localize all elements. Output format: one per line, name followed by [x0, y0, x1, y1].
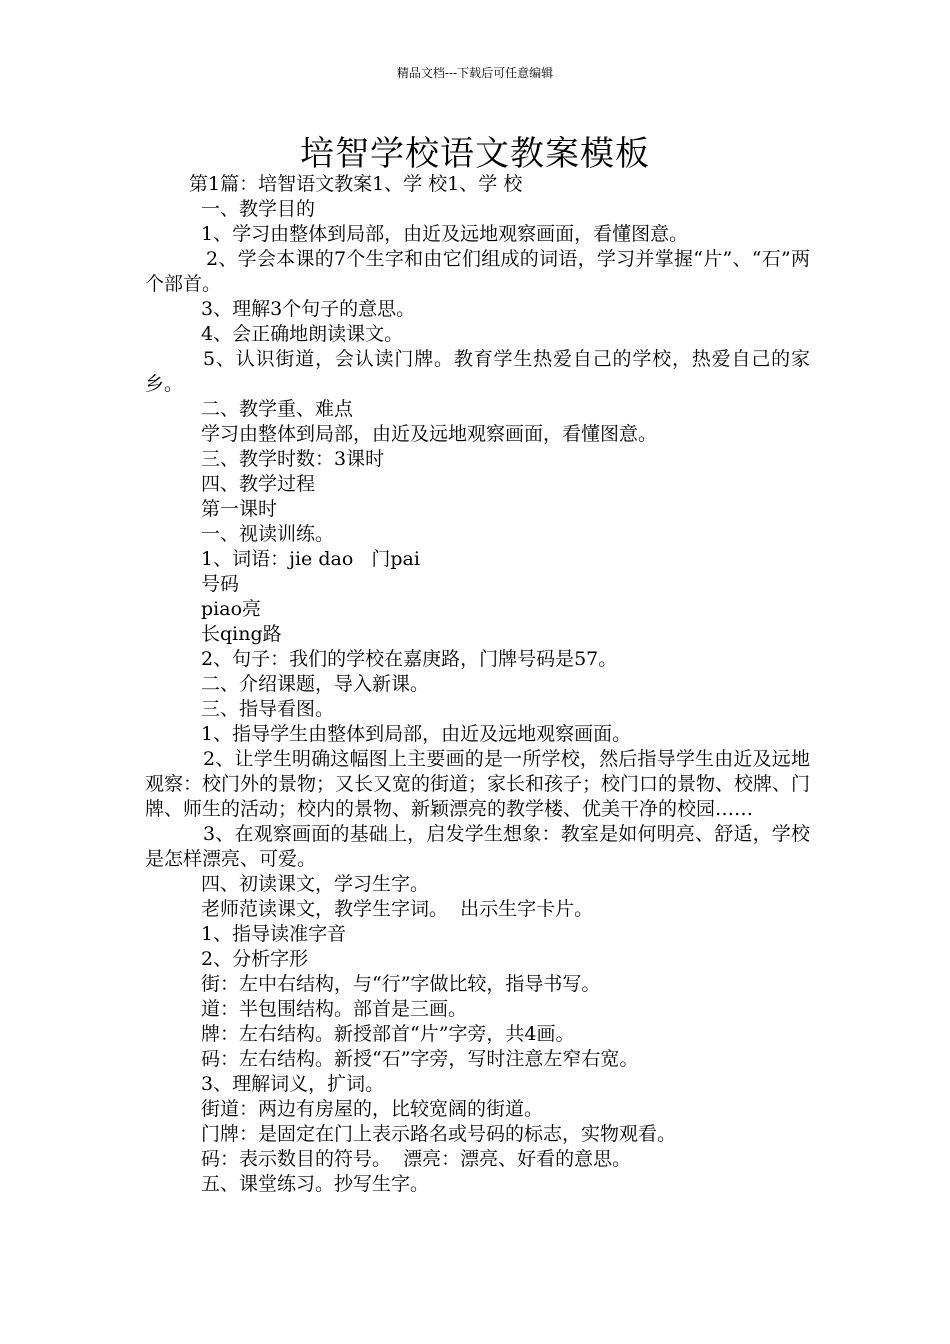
- list-item: 2、学会本课的7个生字和由它们组成的词语，学习并掌握“片”、“石”两个部首。: [145, 248, 810, 295]
- paragraph: 道：半包围结构。部首是三画。: [201, 998, 468, 1020]
- list-item: 1、指导学生由整体到局部，由近及远地观察画面。: [201, 723, 632, 745]
- list-item: 1、词语：jie dao 门pai: [201, 548, 420, 570]
- heading: 四、初读课文，学习生字。: [201, 873, 430, 895]
- paragraph: 长qing路: [201, 623, 282, 645]
- heading: 二、介绍课题，导入新课。: [201, 673, 430, 695]
- paragraph: 学习由整体到局部，由近及远地观察画面，看懂图意。: [201, 423, 658, 445]
- list-item: 3、理解3个句子的意思。: [201, 298, 416, 320]
- heading: 三、教学时数：3课时: [201, 448, 385, 470]
- list-item: 3、在观察画面的基础上，启发学生想象：教室是如何明亮、舒适，学校是怎样漂亮、可爱。: [145, 823, 810, 870]
- paragraph: 门牌：是固定在门上表示路名或号码的标志，实物观看。: [201, 1123, 677, 1145]
- paragraph: 牌：左右结构。新授部首“片”字旁，共4画。: [201, 1023, 575, 1045]
- list-item: 4、会正确地朗读课文。: [201, 323, 404, 345]
- heading: 第一课时: [201, 498, 278, 520]
- paragraph: 街：左中右结构，与“行”字做比较，指导书写。: [201, 973, 601, 995]
- paragraph: 街道：两边有房屋的，比较宽阔的街道。: [201, 1098, 544, 1120]
- list-item: 2、句子：我们的学校在嘉庚路，门牌号码是57。: [201, 648, 618, 670]
- heading: 五、课堂练习。抄写生字。: [201, 1173, 430, 1195]
- heading: 二、教学重、难点: [201, 398, 354, 420]
- section-heading: 第1篇：培智语文教案1、学 校1、学 校: [189, 173, 523, 195]
- paragraph: 码：左右结构。新授“石”字旁，写时注意左窄右宽。: [201, 1048, 639, 1070]
- paragraph: 码：表示数目的符号。 漂亮：漂亮、好看的意思。: [201, 1148, 632, 1170]
- list-item: 1、学习由整体到局部，由近及远地观察画面，看懂图意。: [201, 223, 689, 245]
- document-title: 培智学校语文教案模板: [300, 134, 650, 174]
- list-item: 2、分析字形: [201, 948, 309, 970]
- heading: 三、指导看图。: [201, 698, 335, 720]
- list-item: 一、视读训练。: [201, 523, 335, 545]
- list-item: 2、让学生明确这幅图上主要画的是一所学校，然后指导学生由近及远地观察：校门外的景物；又长又宽的街道；家长和孩子；校门口的景物、校牌、门牌、师生的活动；校内的景物、新颖漂亮的教学楼、优美干净的校园……: [145, 748, 811, 820]
- document-body: [145, 172, 810, 1197]
- page-header: 精品文档---下载后可任意编辑: [396, 66, 554, 80]
- paragraph: 老师范读课文，教学生字词。 出示生字卡片。: [201, 898, 594, 920]
- heading: 一、教学目的: [201, 198, 316, 220]
- heading: 四、教学过程: [201, 473, 316, 495]
- list-item: 3、理解词义，扩词。: [201, 1073, 385, 1095]
- paragraph: piao亮: [201, 598, 262, 620]
- paragraph: 号码: [201, 573, 240, 595]
- list-item: 5、认识街道，会认读门牌。教育学生热爱自己的学校，热爱自己的家乡。: [145, 348, 810, 395]
- list-item: 1、指导读准字音: [201, 923, 347, 945]
